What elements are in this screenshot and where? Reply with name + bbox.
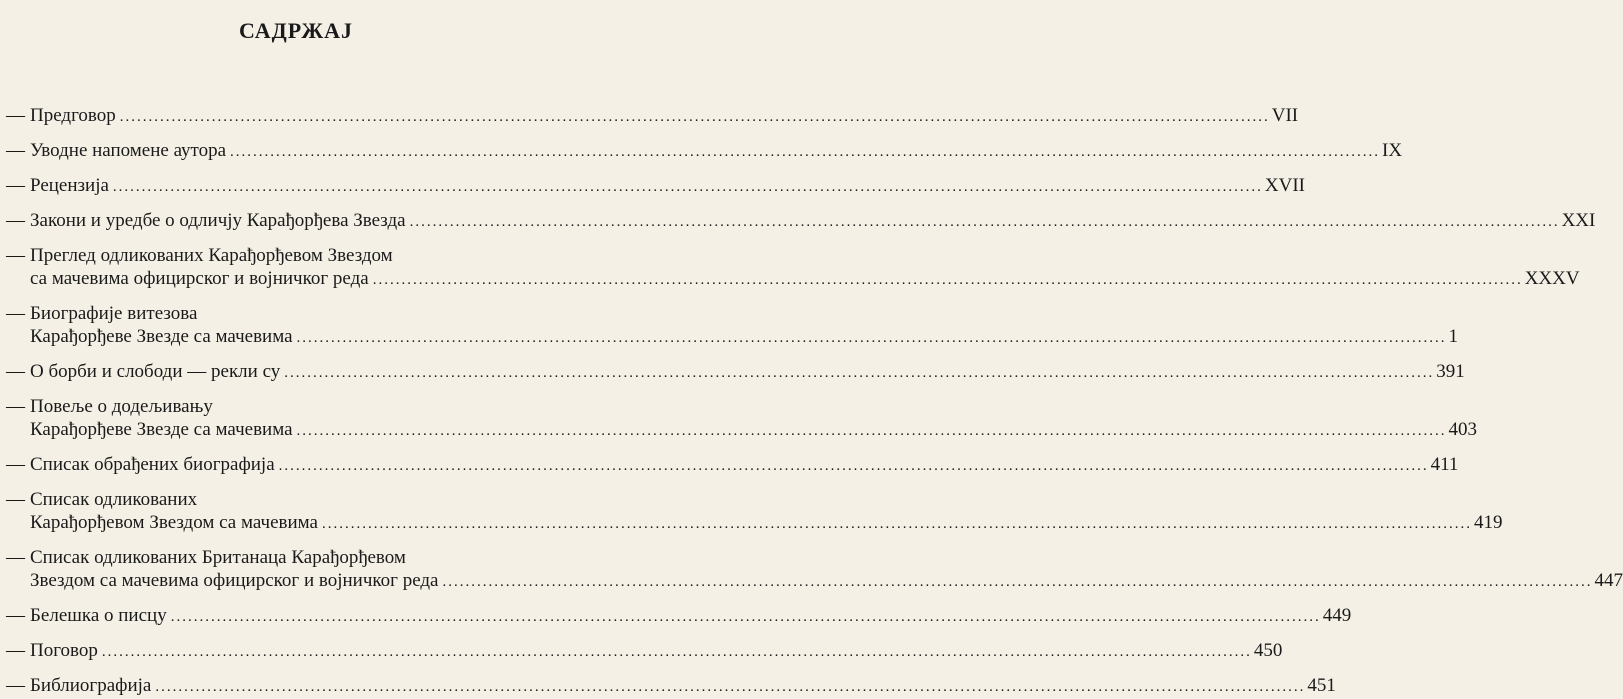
toc-entry-body: [26, 604, 1352, 629]
toc-entry: [6, 174, 1306, 199]
toc-entry-title-line: Уводне напомене аутора: [30, 140, 227, 161]
toc-entry-body: [26, 209, 1596, 234]
toc-entry-last-line: [30, 104, 1299, 129]
toc-entry: [6, 639, 1283, 664]
toc-entry: [6, 139, 1403, 164]
toc-entry-title-line: Списак одликованих: [30, 489, 198, 510]
toc-entry-body: [26, 104, 1299, 129]
toc-entry-title-line: Карађорђеве Звезде са мачевима: [30, 326, 293, 347]
toc-entry: [6, 104, 1299, 129]
toc-entry: [6, 546, 1623, 594]
toc-entry-title-line: Повеље о додељивању: [30, 396, 213, 417]
toc-page-number: 419: [1473, 512, 1503, 533]
toc-entry-dash: —: [6, 303, 25, 324]
toc-entry: [6, 674, 1336, 699]
toc-entry-last-line: [30, 325, 1459, 350]
dot-leader: ........................................................................................................................................................................................................: [101, 644, 1252, 660]
toc-entry-dash: —: [6, 547, 25, 568]
toc-entry-dash: —: [6, 675, 25, 696]
toc-page-number: 403: [1448, 419, 1478, 440]
toc-entry-dash: —: [6, 454, 25, 475]
toc-entry-title-line: Списак обрађених биографија: [30, 454, 275, 475]
toc-page-number: XXI: [1561, 210, 1596, 231]
dot-leader: ........................................................................................................................................................................................................: [321, 516, 1472, 532]
toc-entry-title-line: Звездом са мачевима официрског и војничког реда: [30, 570, 439, 591]
toc-entry-body: [26, 139, 1403, 164]
toc-entry-body: [26, 360, 1465, 385]
toc-entry: [6, 488, 1503, 536]
toc-page-number: IX: [1382, 140, 1403, 161]
toc-entry-last-line: [30, 139, 1403, 164]
dot-leader: ........................................................................................................................................................................................................: [409, 214, 1560, 230]
table-of-contents: [6, 104, 1623, 699]
toc-entry-title-line: Биографије витезова: [30, 303, 198, 324]
toc-entry-last-line: [30, 639, 1283, 664]
toc-entry-body: [26, 546, 1623, 594]
toc-entry: [6, 244, 1580, 292]
toc-entry-last-line: [30, 604, 1352, 629]
toc-entry-dash: —: [6, 396, 25, 417]
toc-entry: [6, 209, 1596, 234]
toc-entry-dash: —: [6, 245, 25, 266]
toc-entry-dash: —: [6, 361, 25, 382]
toc-entry-dash: —: [6, 105, 25, 126]
toc-entry-body: [26, 302, 1459, 350]
toc-entry-title-line: Списак одликованих Британаца Карађорђевом: [30, 547, 406, 568]
toc-entry: [6, 360, 1465, 385]
toc-page-number: VII: [1271, 105, 1299, 126]
dot-leader: ........................................................................................................................................................................................................: [155, 679, 1306, 695]
dot-leader: ........................................................................................................................................................................................................: [442, 574, 1593, 590]
toc-page-number: 1: [1448, 326, 1459, 347]
toc-entry-last-line: [30, 174, 1306, 199]
toc-entry: [6, 395, 1478, 443]
toc-entry-body: [26, 453, 1459, 478]
toc-entry-last-line: [30, 267, 1580, 292]
toc-entry-title-line: Библиографија: [30, 675, 152, 696]
toc-entry-last-line: [30, 360, 1465, 385]
dot-leader: ........................................................................................................................................................................................................: [296, 330, 1447, 346]
toc-entry-body: [26, 174, 1306, 199]
toc-entry-body: [26, 244, 1580, 292]
toc-entry-body: [26, 674, 1336, 699]
toc-entry-title-line: О борби и слободи — рекли су: [30, 361, 281, 382]
toc-entry-body: [26, 639, 1283, 664]
toc-page-number: 447: [1594, 570, 1623, 591]
toc-entry: [6, 302, 1459, 350]
toc-entry: [6, 453, 1459, 478]
toc-entry-title-line: Поговор: [30, 640, 98, 661]
toc-page-number: 450: [1253, 640, 1283, 661]
dot-leader: ........................................................................................................................................................................................................: [119, 109, 1270, 125]
toc-page-number: 391: [1436, 361, 1465, 382]
dot-leader: ........................................................................................................................................................................................................: [278, 458, 1429, 474]
dot-leader: ........................................................................................................................................................................................................: [284, 365, 1435, 381]
toc-entry-last-line: [30, 453, 1459, 478]
dot-leader: ........................................................................................................................................................................................................: [112, 179, 1263, 195]
toc-page-number: 411: [1430, 454, 1459, 475]
toc-entry-last-line: [30, 511, 1503, 536]
dot-leader: ........................................................................................................................................................................................................: [372, 272, 1523, 288]
toc-entry-dash: —: [6, 140, 25, 161]
toc-entry-dash: —: [6, 175, 25, 196]
toc-entry-title-line: Предговор: [30, 105, 116, 126]
page-title: САДРЖАЈ: [238, 18, 354, 43]
dot-leader: ........................................................................................................................................................................................................: [170, 609, 1321, 625]
toc-entry-title-line: Закони и уредбе о одличју Карађорђева Звезда: [30, 210, 406, 231]
toc-entry-dash: —: [6, 605, 25, 626]
toc-entry-title-line: Рецензија: [30, 175, 109, 196]
toc-entry-title-line: Карађорђевом Звездом са мачевима: [30, 512, 318, 533]
toc-entry-last-line: [30, 569, 1623, 594]
toc-entry-body: [26, 395, 1478, 443]
toc-entry-dash: —: [6, 210, 25, 231]
toc-entry-title-line: Белешка о писцу: [30, 605, 167, 626]
toc-entry-title-line: Преглед одликованих Карађорђевом Звездом: [30, 245, 393, 266]
toc-page-number: 451: [1307, 675, 1336, 696]
toc-page-number: XVII: [1264, 175, 1306, 196]
toc-entry-last-line: [30, 209, 1596, 234]
toc-entry-dash: —: [6, 489, 25, 510]
toc-page-number: 449: [1322, 605, 1352, 626]
toc-entry-last-line: [30, 674, 1336, 699]
dot-leader: ........................................................................................................................................................................................................: [230, 144, 1381, 160]
dot-leader: ........................................................................................................................................................................................................: [296, 423, 1447, 439]
toc-entry-title-line: са мачевима официрског и војничког реда: [30, 268, 369, 289]
toc-entry-body: [26, 488, 1503, 536]
toc-page-number: XXXV: [1524, 268, 1580, 289]
toc-entry-title-line: Карађорђеве Звезде са мачевима: [30, 419, 293, 440]
toc-entry-dash: —: [6, 640, 25, 661]
toc-entry: [6, 604, 1352, 629]
toc-entry-last-line: [30, 418, 1478, 443]
